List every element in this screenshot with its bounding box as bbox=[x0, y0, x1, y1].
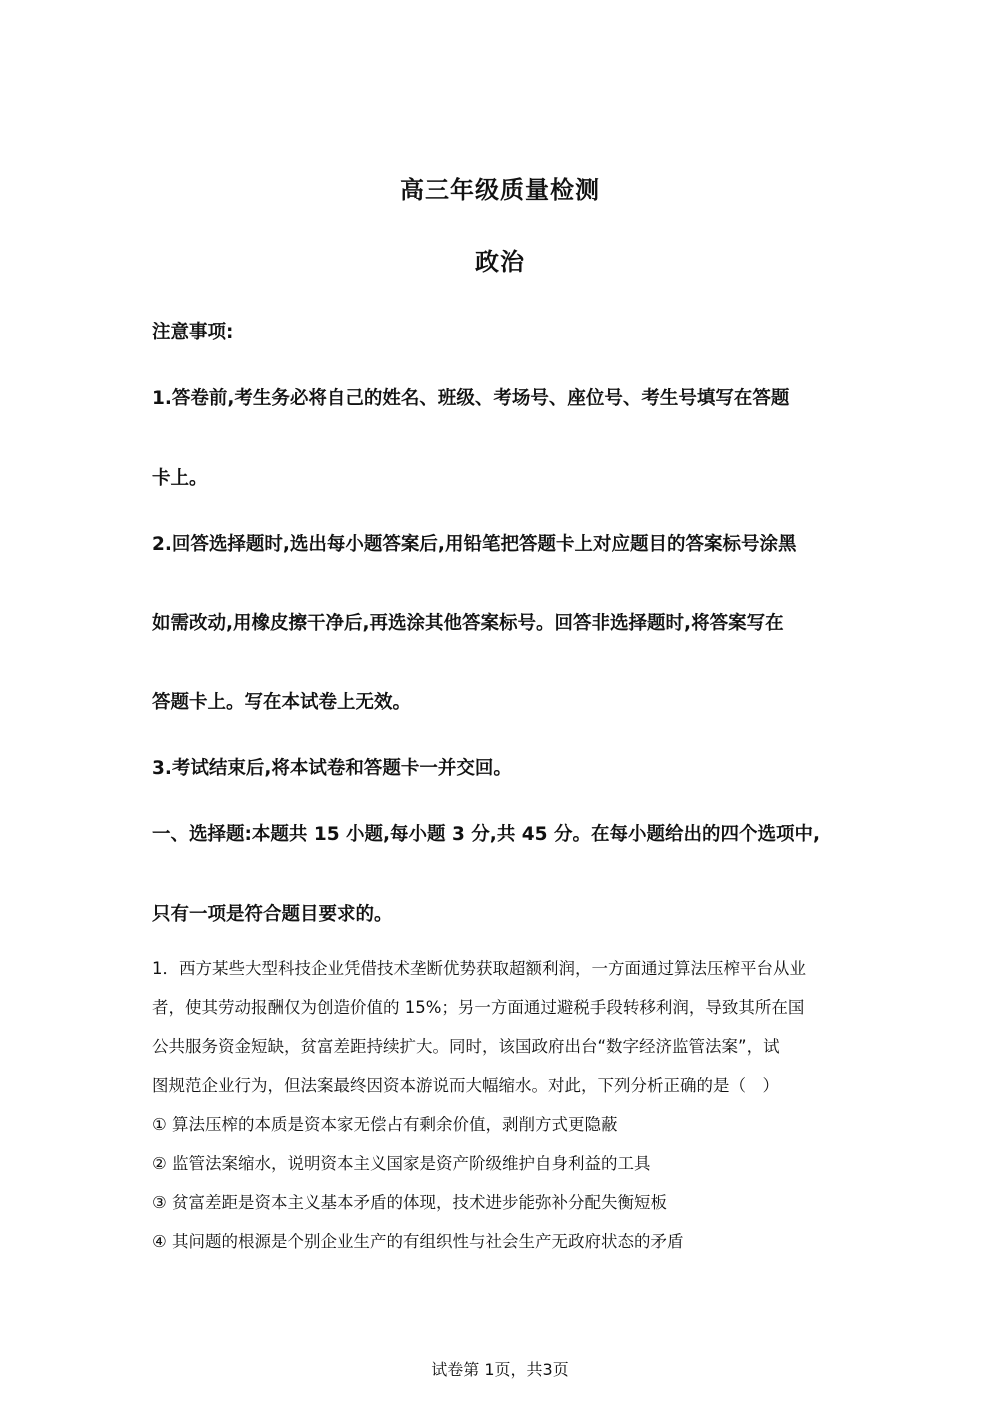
question-option: ① 算法压榨的本质是资本家无偿占有剩余价值，剥削方式更隐蔽 bbox=[152, 1115, 618, 1134]
question-stem-line: 公共服务资金短缺，贫富差距持续扩大。同时，该国政府出台“数字经济监管法案”，试 bbox=[152, 1037, 780, 1056]
notice-line: 1.答卷前,考生务必将自己的姓名、班级、考场号、座位号、考生号填写在答题 bbox=[152, 388, 790, 409]
notice-line: 如需改动,用橡皮擦干净后,再选涂其他答案标号。回答非选择题时,将答案写在 bbox=[152, 613, 784, 634]
question-stem-line: 图规范企业行为，但法案最终因资本游说而大幅缩水。对此，下列分析正确的是（ ） bbox=[152, 1076, 779, 1095]
question-option: ③ 贫富差距是资本主义基本矛盾的体现，技术进步能弥补分配失衡短板 bbox=[152, 1193, 668, 1212]
notice-heading: 注意事项: bbox=[152, 322, 234, 343]
section-heading-line: 只有一项是符合题目要求的。 bbox=[152, 904, 393, 925]
question-stem-line: 者，使其劳动报酬仅为创造价值的 15%；另一方面通过避税手段转移利润，导致其所在国 bbox=[152, 998, 805, 1017]
notice-line: 卡上。 bbox=[152, 468, 208, 489]
subject-title: 政治 bbox=[475, 248, 525, 276]
question-stem-line: 1．西方某些大型科技企业凭借技术垄断优势获取超额利润，一方面通过算法压榨平台从业 bbox=[152, 959, 806, 978]
notice-line: 3.考试结束后,将本试卷和答题卡一并交回。 bbox=[152, 758, 512, 779]
notice-line: 答题卡上。写在本试卷上无效。 bbox=[152, 692, 412, 713]
section-heading-line: 一、选择题:本题共 15 小题,每小题 3 分,共 45 分。在每小题给出的四个选项中, bbox=[152, 824, 820, 845]
page-number: 试卷第 1页，共3页 bbox=[431, 1360, 569, 1379]
exam-title: 高三年级质量检测 bbox=[400, 176, 600, 204]
question-option: ② 监管法案缩水，说明资本主义国家是资产阶级维护自身利益的工具 bbox=[152, 1154, 651, 1173]
notice-line: 2.回答选择题时,选出每小题答案后,用铅笔把答题卡上对应题目的答案标号涂黑 bbox=[152, 534, 797, 555]
question-option: ④ 其问题的根源是个别企业生产的有组织性与社会生产无政府状态的矛盾 bbox=[152, 1232, 684, 1251]
